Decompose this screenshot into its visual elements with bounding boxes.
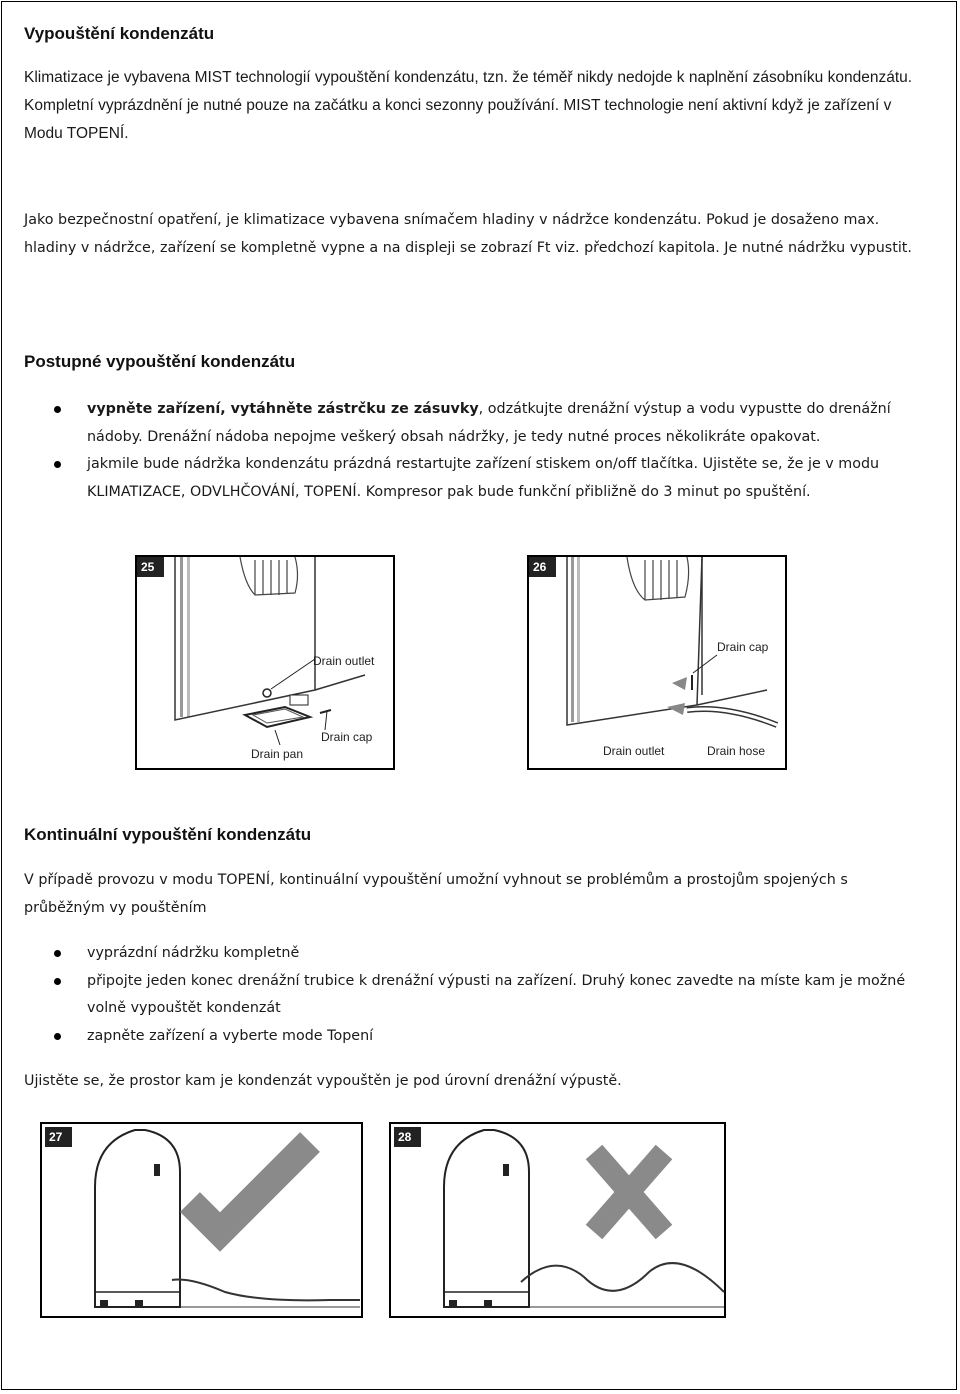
check-mark-icon <box>190 1142 310 1232</box>
figure-25 <box>135 555 395 770</box>
label-drain-cap: Drain cap <box>321 730 373 744</box>
list-item <box>24 396 929 451</box>
list-item: vyprázdní nádržku kompletně <box>24 940 929 968</box>
figure-number: 26 <box>533 560 547 574</box>
figure-number: 25 <box>141 560 155 574</box>
paragraph-mist: Klimatizace je vybavena MIST technologií vypouštění kondenzátu, tzn. že téměř nikdy nedojde k naplnění zásobníku kondenzátu. Kompletní vyprázdnění je nutné pouze na začátku a konci sezonny používání. MIST technologie není aktivní když je zařízení v Modu TOPENÍ. <box>24 69 913 142</box>
steps-list <box>24 396 929 506</box>
figure-28 <box>389 1122 726 1318</box>
correct-drain-illustration <box>40 1122 363 1318</box>
list-item: zapněte zařízení a vyberte mode Topení <box>24 1023 929 1051</box>
cross-mark-icon <box>594 1152 664 1232</box>
manual-page <box>1 1 957 1390</box>
continuous-steps-list <box>24 940 929 1050</box>
label-drain-outlet: Drain outlet <box>313 654 375 668</box>
label-drain-pan: Drain pan <box>251 747 304 761</box>
paragraph-closing: Ujistěte se, že prostor kam je kondenzát vypouštěn je pod úrovní drenážní výpustě. <box>24 1073 622 1089</box>
step-bold-text: vypněte zařízení, vytáhněte zástrčku ze zásuvky <box>87 401 479 417</box>
figure-number: 28 <box>398 1130 412 1144</box>
heading-postupne: Postupné vypouštění kondenzátu <box>24 352 296 371</box>
heading-kontinualni: Kontinuální vypouštění kondenzátu <box>24 825 312 844</box>
list-item: připojte jeden konec drenážní trubice k drenážní výpusti na zařízení. Druhý konec zavedte na míste kam je možné volně vypouštět kondenzát <box>24 968 929 1023</box>
label-drain-hose: Drain hose <box>707 744 766 758</box>
heading-vypousteni: Vypouštění kondenzátu <box>24 24 215 43</box>
figure-26 <box>527 555 787 770</box>
label-drain-outlet: Drain outlet <box>603 744 665 758</box>
list-item: jakmile bude nádržka kondenzátu prázdná restartujte zařízení stiskem on/off tlačítka. Ujistěte se, že je v modu KLIMATIZACE, ODVLHČOVÁNÍ, TOPENÍ. Kompresor pak bude funkční přibližně do 3 minut po spuštění. <box>24 451 929 506</box>
drain-hose-illustration <box>527 555 787 770</box>
label-drain-cap: Drain cap <box>717 640 769 654</box>
paragraph-safety: Jako bezpečnostní opatření, je klimatizace vybavena snímačem hladiny v nádržce kondenzátu. Pokud je dosaženo max. hladiny v nádržce, zařízení se kompletně vypne a na displeji se zobrazí Ft viz. předchozí kapitola. Je nutné nádržku vypustit. <box>24 212 912 256</box>
step-text: , odzátkujte drenážní výstup a vodu vypustte do drenážní nádoby. Drenážní nádoba nepojme veškerý obsah nádržky, je tedy nutné proces několikráte opakovat. <box>87 401 891 445</box>
drain-pan-illustration <box>135 555 395 770</box>
paragraph-continuous: V případě provozu v modu TOPENÍ, kontinuální vypouštění umožní vyhnout se problémům a prostojům spojených s průběžným vy pouštěním <box>24 872 848 916</box>
figure-number: 27 <box>49 1130 63 1144</box>
figure-27 <box>40 1122 363 1318</box>
incorrect-drain-illustration <box>389 1122 726 1318</box>
